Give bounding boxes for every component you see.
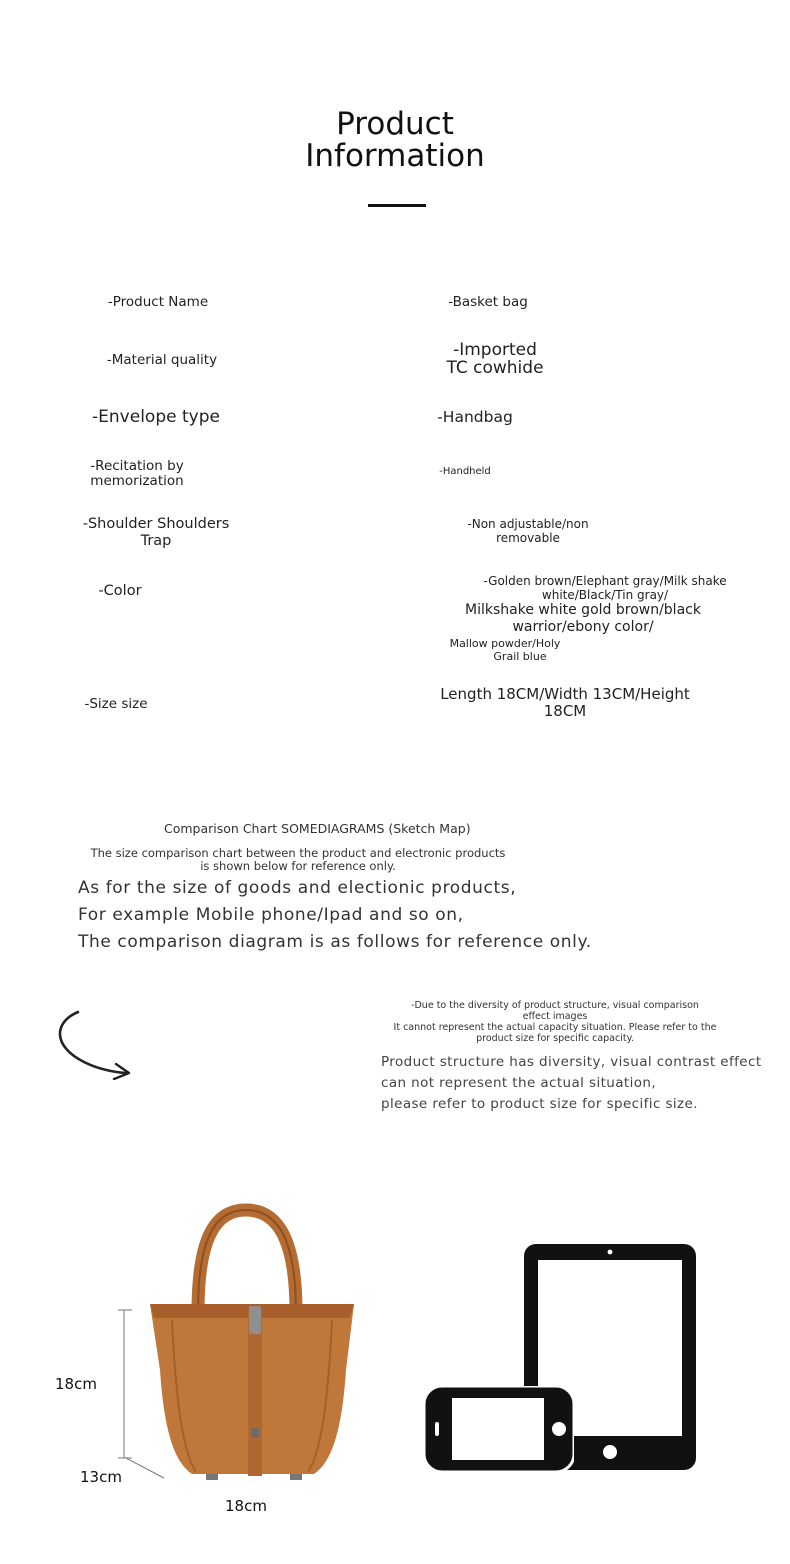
phone-icon [424, 1386, 574, 1472]
bag-illustration [110, 1200, 380, 1510]
comparison-line-1: As for the size of goods and electionic products, [78, 878, 517, 898]
spec-value-product-name: -Basket bag [448, 294, 528, 310]
comparison-line-3: The comparison diagram is as follows for reference only. [78, 932, 592, 952]
title-line-2: Information [305, 138, 485, 174]
spec-value-envelope-type: -Handbag [437, 408, 513, 426]
spec-value-material: -Imported TC cowhide [446, 340, 544, 378]
spec-value-shoulder-strap: -Non adjustable/non removable [467, 517, 589, 545]
note-line-2: can not represent the actual situation, [381, 1075, 657, 1091]
spec-label-size: -Size size [84, 696, 148, 712]
note-line-3: please refer to product size for specific size. [381, 1096, 698, 1112]
spec-label-material: -Material quality [106, 352, 218, 368]
spec-label-shoulder-strap: -Shoulder Shoulders Trap [82, 516, 230, 549]
spec-value-size: Length 18CM/Width 13CM/Height 18CM [440, 685, 690, 720]
comparison-line-2: For example Mobile phone/Ipad and so on, [78, 905, 464, 925]
curved-arrow-icon [50, 1008, 140, 1080]
comparison-subtext: The size comparison chart between the product and electronic products is shown below for reference only. [90, 846, 506, 873]
title-underline [368, 204, 426, 207]
spec-label-color: -Color [98, 583, 142, 599]
depth-label: 13cm [80, 1468, 122, 1486]
spec-label-recitation: -Recitation by memorization [90, 458, 184, 489]
spec-label-product-name: -Product Name [107, 294, 209, 310]
height-label: 18cm [55, 1375, 97, 1393]
note-line-1: Product structure has diversity, visual contrast effect [381, 1054, 762, 1070]
page-title [0, 108, 790, 172]
title-line-1: Product [336, 106, 454, 142]
spec-label-envelope-type: -Envelope type [92, 407, 220, 427]
width-label: 18cm [225, 1497, 267, 1515]
note-small-text: -Due to the diversity of product structure, visual comparison effect images It cannot represent the actual capacity situation. Please refer to the product size for specific capacity. [393, 1000, 717, 1044]
spec-value-recitation: -Handheld [439, 466, 491, 477]
comparison-heading: Comparison Chart SOMEDIAGRAMS (Sketch Map) [164, 821, 471, 836]
